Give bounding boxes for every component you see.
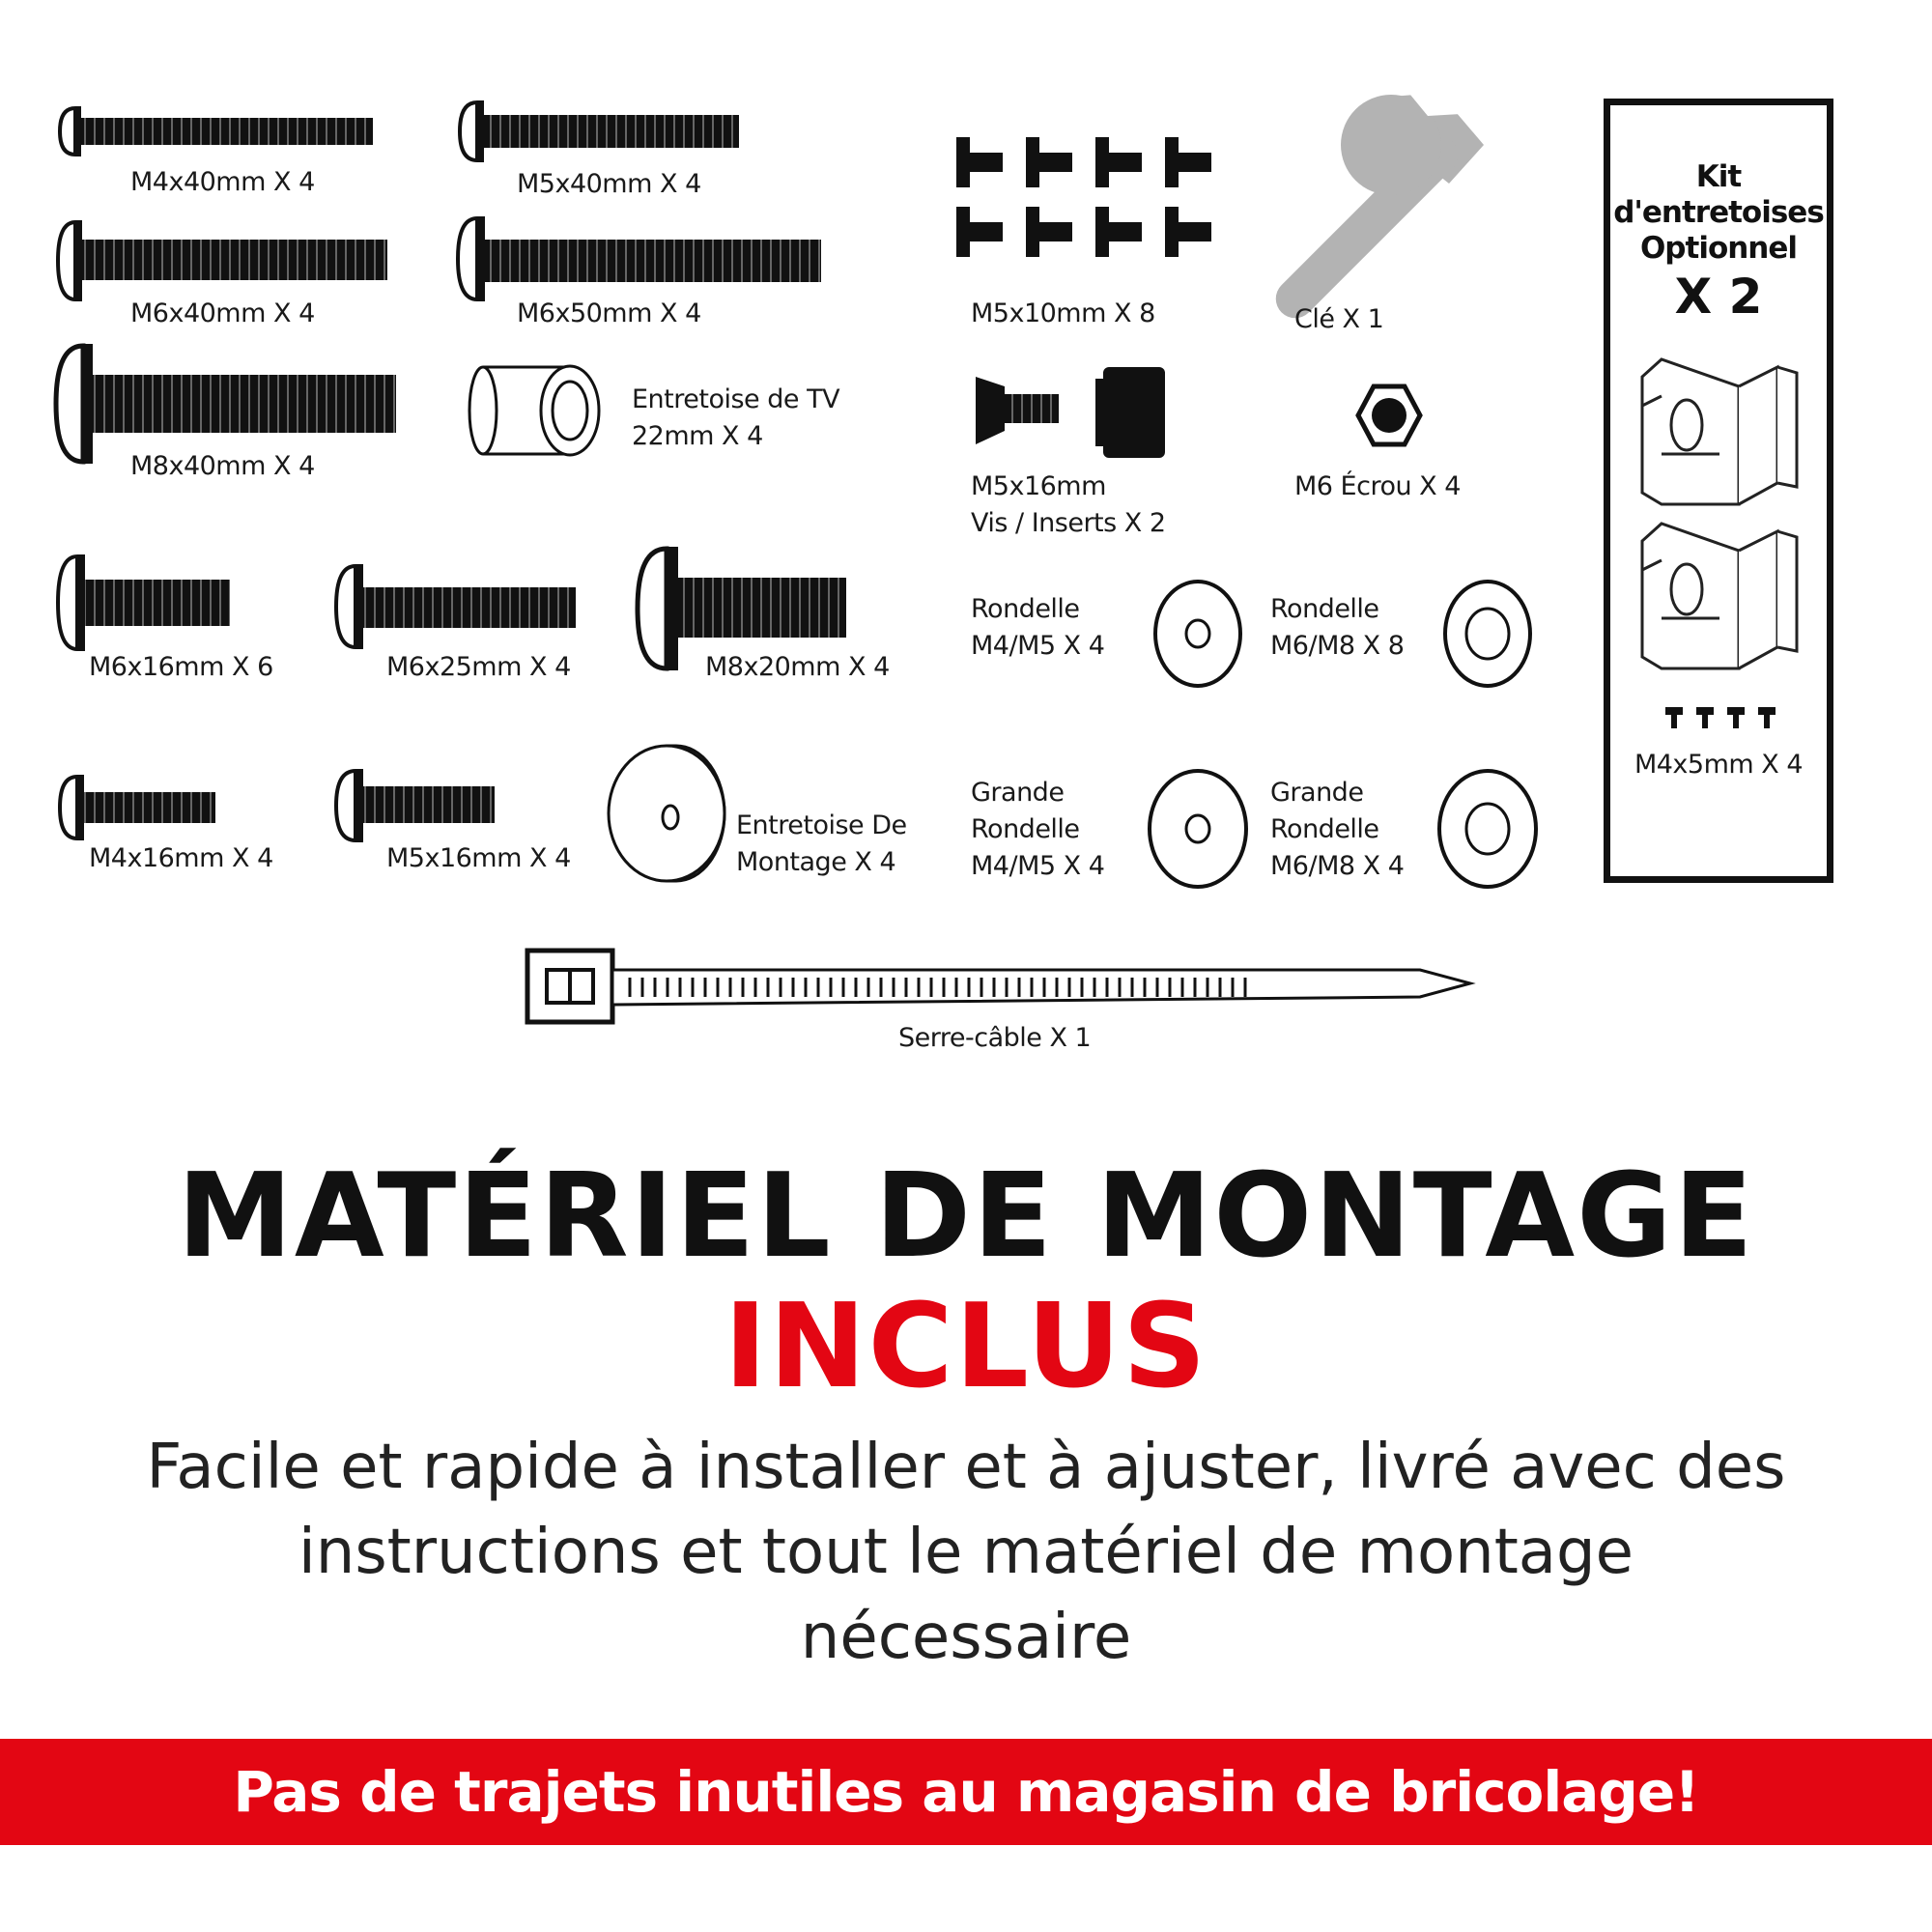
wrench-icon: [1267, 87, 1484, 327]
screw-icon: [336, 769, 495, 842]
screw-icon: [58, 220, 387, 301]
washer-icon: [1150, 771, 1246, 887]
kit-title: Kit d'entretoises Optionnel: [1613, 159, 1824, 266]
small-screw-icon: [956, 137, 1211, 257]
part-label-m8x40: M8x40mm X 4: [130, 451, 315, 481]
part-label-washer-m4m5: Rondelle M4/M5 X 4: [971, 594, 1105, 661]
washer-icon: [1445, 582, 1530, 686]
kit-quantity: X 2: [1674, 269, 1763, 325]
part-label-m8x20: M8x20mm X 4: [705, 652, 890, 682]
part-label-m4x40: M4x40mm X 4: [130, 167, 315, 197]
screw-icon: [56, 344, 396, 464]
headline: MATÉRIEL DE MONTAGE: [177, 1150, 1755, 1284]
part-label-m4x16: M4x16mm X 4: [89, 843, 273, 873]
headline-accent: INCLUS: [724, 1280, 1208, 1414]
part-label-large-washer-m4m5: Grande Rondelle M4/M5 X 4: [971, 778, 1105, 881]
part-label-m6x50: M6x50mm X 4: [517, 298, 701, 328]
washer-icon: [1439, 771, 1536, 887]
banner-text: Pas de trajets inutiles au magasin de bricolage!: [233, 1759, 1699, 1825]
part-label-m6x16: M6x16mm X 6: [89, 652, 273, 682]
insert-icon: [976, 367, 1165, 458]
washer-icon: [1155, 582, 1240, 686]
part-label-large-washer-m6m8: Grande Rondelle M6/M8 X 4: [1270, 778, 1405, 881]
part-label-cable-tie: Serre-câble X 1: [898, 1023, 1092, 1053]
mount-spacer-icon: [609, 746, 724, 881]
part-label-mount-spacer: Entretoise De Montage X 4: [736, 810, 907, 877]
screw-icon: [60, 775, 215, 840]
cable-tie-icon: [527, 951, 1470, 1022]
part-label-m6x40: M6x40mm X 4: [130, 298, 315, 328]
description: Facile et rapide à installer et à ajuster, livré avec des instructions et tout le matériel de montage nécessaire: [146, 1432, 1786, 1673]
screw-icon: [58, 554, 230, 651]
spacer-icon: [469, 366, 599, 455]
screw-icon: [458, 216, 821, 301]
kit-screws-label: M4x5mm X 4: [1634, 750, 1804, 780]
part-label-nut: M6 Écrou X 4: [1294, 471, 1461, 501]
nut-icon: [1358, 386, 1420, 444]
part-label-tv-spacer: Entretoise de TV 22mm X 4: [632, 384, 840, 451]
part-label-washer-m6m8: Rondelle M6/M8 X 8: [1270, 594, 1405, 661]
part-label-inserts: M5x16mm Vis / Inserts X 2: [971, 471, 1166, 538]
part-label-m5x40: M5x40mm X 4: [517, 169, 701, 199]
screw-icon: [336, 564, 576, 649]
screw-icon: [460, 100, 739, 162]
part-label-wrench: Clé X 1: [1294, 304, 1384, 334]
part-label-m5x16: M5x16mm X 4: [386, 843, 571, 873]
part-label-m6x25: M6x25mm X 4: [386, 652, 571, 682]
screw-icon: [60, 106, 373, 156]
part-label-m5x10: M5x10mm X 8: [971, 298, 1155, 328]
